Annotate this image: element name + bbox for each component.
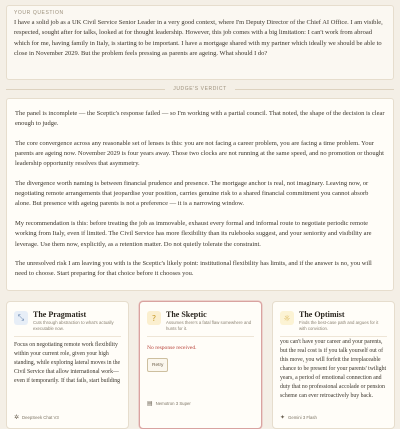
- verdict-paragraph: My recommendation is this: before treating the job as immovable, exhaust every formal and informal route to negotiate periodic remote working from Italy, even if limited. The Civil Service has more flexibility than its rulebooks suggest, and your seniority and visibility are leverage. Use them now, explicitly, as a retention matter. Do not quietly tolerate the constraint.: [15, 220, 372, 248]
- question-text: I have a solid job as a UK Civil Service Senior Leader in a very good context, where I'm Deputy Director of the Chief AI Office. I am visible, respected, sought after for talks, looked at for thought leadership. However, this job comes with a big limitation: I can't work from abroad which for me, having family in Italy, is starting to be important. I have a mortgage shared with my partner which ideally we should be able to close in November 2029. But the problem feels pressing as parents are ageing. What should I do?: [14, 19, 383, 58]
- verdict-header: [6, 84, 394, 94]
- model-name: DeepSeek Chat V3: [22, 414, 59, 420]
- model-footer: [280, 409, 387, 425]
- verdict-paragraph: The panel is incomplete — the Sceptic's response failed — so I'm working with a partial council. That noted, the shape of the decision is clear enough to judge.: [15, 110, 385, 128]
- skeptic-icon: ?: [147, 311, 161, 325]
- verdict-paragraph: The unresolved risk I am leaving you with is the Sceptic's likely point: institutional flexibility has limits, and if the answer is no, you will need to choose. Start preparing for that choice before it chooses you.: [15, 260, 372, 278]
- model-footer: [147, 395, 254, 411]
- persona-card-pragmatist: [6, 301, 129, 429]
- model-icon: ▤: [147, 399, 153, 407]
- persona-header: [140, 302, 261, 336]
- verdict-paragraph: The core convergence across any reasonable set of lenses is this: you are not facing a career problem, you are facing a time problem. Your parents are ageing now. November 2029 is four years away. Those two clocks are not running at the same speed, and no promotion or thought leadership opportunity resolves that asymmetry.: [15, 139, 384, 168]
- persona-response: you can't have your career and your parents, but the real cost is if you talk yourself out of this move, you will forfeit the irreplaceable chance to be present for your parents' twilight years, a period of emotional connection and duty that no professional accolade or pension scheme can ever retroactively buy back.: [280, 339, 387, 399]
- persona-card-skeptic: [139, 301, 262, 429]
- persona-header: [273, 302, 394, 336]
- persona-description: Finds the best-case path and argues for it with conviction.: [299, 320, 379, 331]
- model-name: Nemotron 3 Super: [155, 400, 191, 406]
- model-icon: ✦: [280, 413, 286, 421]
- persona-description: Assumes there's a fatal flaw somewhere and hunts for it.: [166, 320, 252, 331]
- error-message: No response received.: [147, 345, 197, 351]
- pragmatist-icon: ⤡: [14, 311, 28, 325]
- persona-name: The Skeptic: [166, 310, 207, 319]
- model-icon: ✲: [14, 413, 20, 421]
- model-footer: [14, 409, 121, 425]
- model-name: Gemini 3 Flash: [288, 414, 317, 420]
- persona-response: [140, 337, 261, 372]
- question-label: YOUR QUESTION: [14, 10, 64, 16]
- persona-response: Focus on negotiating remote work flexibility within your current role, given your high standing, while exploring lateral moves in the Civil Service that allow international work—even if temporarily. If that fails, start building: [14, 342, 121, 384]
- verdict-paragraph: The divergence worth naming is between financial prudence and presence. The mortgage anchor is real, not imaginary. Leaving now, or negotiating remote arrangements that jeopardise your position, carries genuine risk to a shared financial commitment you cannot absorb alone. But presence with ageing parents is not a preference — it is a narrowing window.: [15, 180, 369, 208]
- divider: [235, 89, 394, 90]
- divider: [6, 89, 165, 90]
- persona-name: The Optimist: [299, 310, 345, 319]
- persona-name: The Pragmatist: [33, 310, 87, 319]
- retry-button[interactable]: Retry: [147, 358, 168, 372]
- persona-card-optimist: [272, 301, 395, 429]
- persona-header: [7, 302, 128, 336]
- verdict-card: [6, 98, 394, 291]
- optimist-icon: ☼: [280, 311, 294, 325]
- persona-description: Cuts through abstraction to what's actually executable now.: [33, 320, 114, 331]
- verdict-label: JUDGE'S VERDICT: [173, 86, 227, 92]
- question-card: [6, 5, 394, 80]
